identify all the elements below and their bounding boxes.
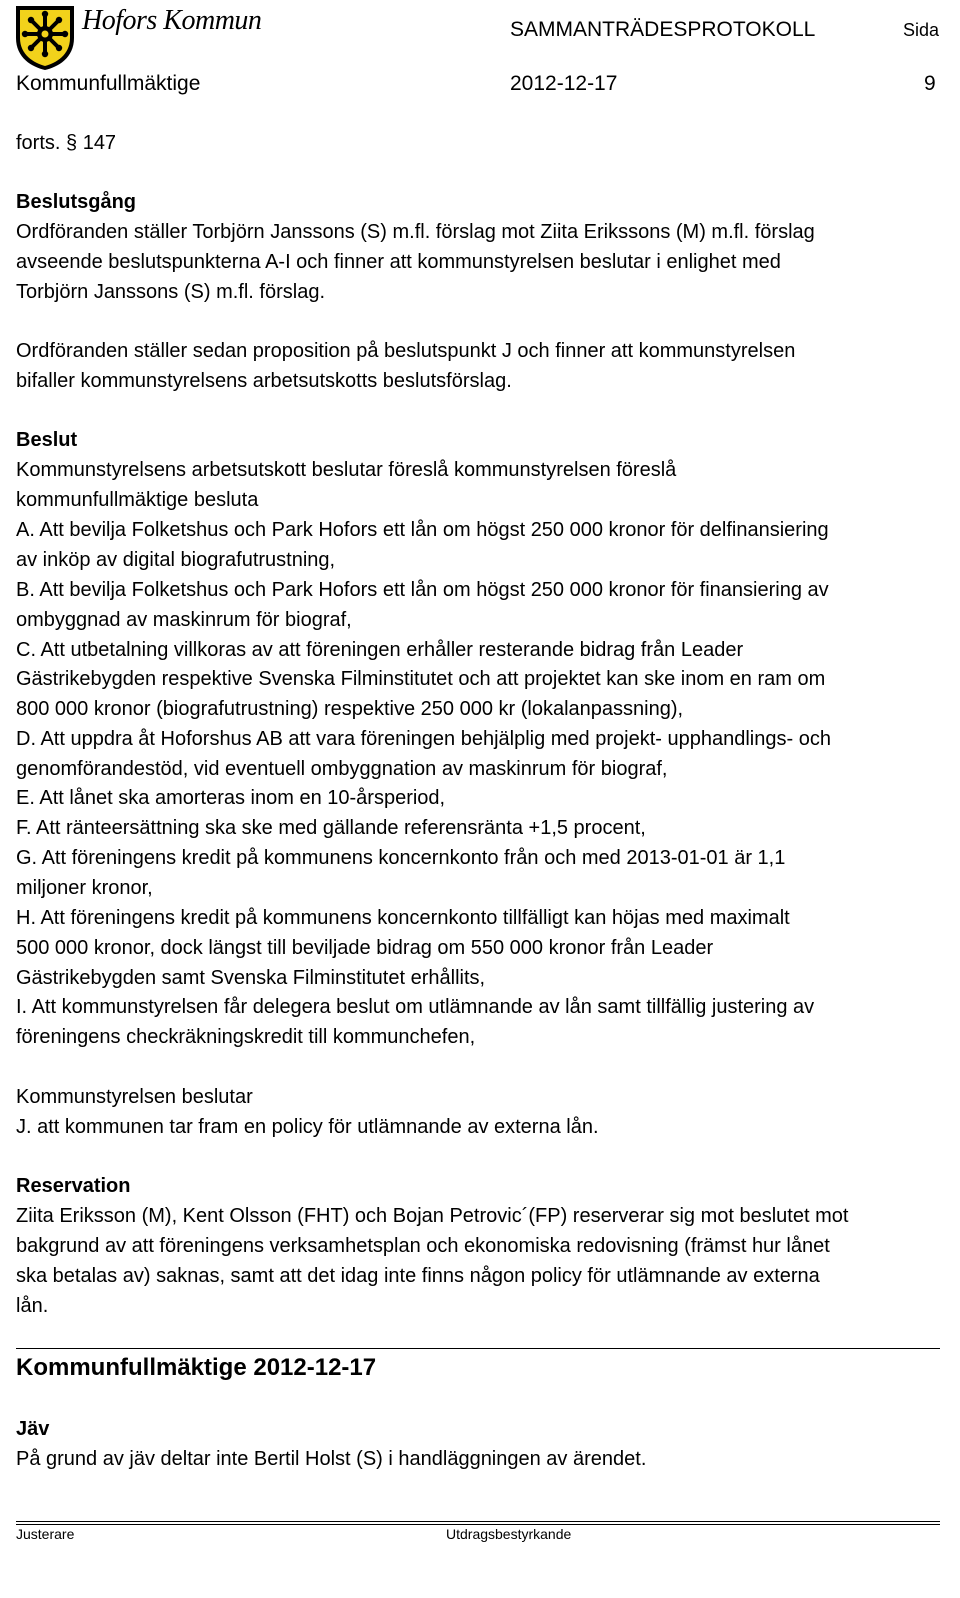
ks-beslutar-line: J. att kommunen tar fram en policy för utlämnande av externa lån. <box>16 1116 599 1138</box>
beslut-line: Gästrikebygden samt Svenska Filminstitutet erhållits, <box>16 967 486 989</box>
jav-heading: Jäv <box>16 1418 50 1440</box>
justerare-label: Justerare <box>16 1526 75 1542</box>
doc-type: SAMMANTRÄDESPROTOKOLL <box>510 18 816 41</box>
kf-section-heading: Kommunfullmäktige 2012-12-17 <box>16 1354 377 1381</box>
hofors-coat-of-arms-logo <box>14 4 76 72</box>
reservation-line: ska betalas av) saknas, samt att det idag inte finns någon policy för utlämnande av externa <box>16 1265 820 1287</box>
beslut-line: 500 000 kronor, dock längst till beviljade bidrag om 550 000 kronor från Leader <box>16 937 714 959</box>
beslut-line: A. Att bevilja Folketshus och Park Hofors ett lån om högst 250 000 kronor för delfinansiering <box>16 519 829 541</box>
beslut-line: F. Att ränteersättning ska ske med gällande referensränta +1,5 procent, <box>16 817 646 839</box>
beslut-line: 800 000 kronor (biografutrustning) respektive 250 000 kr (lokalanpassning), <box>16 698 684 720</box>
utdragsbestyrkande-label: Utdragsbestyrkande <box>446 1526 572 1542</box>
beslut-line: B. Att bevilja Folketshus och Park Hofors ett lån om högst 250 000 kronor för finansiering av <box>16 579 829 601</box>
beslut-line: genomförandestöd, vid eventuell ombyggnation av maskinrum för biograf, <box>16 758 668 780</box>
reservation-line: Ziita Eriksson (M), Kent Olsson (FHT) och Bojan Petrovic´(FP) reserverar sig mot beslutet mot <box>16 1205 849 1227</box>
proposition-line: bifaller kommunstyrelsens arbetsutskotts beslutsförslag. <box>16 370 512 392</box>
footer-rule <box>16 1521 940 1522</box>
reservation-line: lån. <box>16 1295 49 1317</box>
page-label: Sida <box>903 20 940 40</box>
page-number: 9 <box>924 72 936 95</box>
beslut-line: E. Att lånet ska amorteras inom en 10-årsperiod, <box>16 787 446 809</box>
beslutsgang-line: Ordföranden ställer Torbjörn Janssons (S) m.fl. förslag mot Ziita Erikssons (M) m.fl. förslag <box>16 221 815 243</box>
org-name-wordmark: Hofors Kommun <box>82 5 262 36</box>
beslut-line: av inköp av digital biografutrustning, <box>16 549 336 571</box>
ks-beslutar-line: Kommunstyrelsen beslutar <box>16 1086 253 1108</box>
meeting-body: Kommunfullmäktige <box>16 72 201 95</box>
footer-rule <box>16 1524 940 1525</box>
beslut-line: H. Att föreningens kredit på kommunens koncernkonto tillfälligt kan höjas med maximalt <box>16 907 790 929</box>
continuation-ref: forts. § 147 <box>16 132 117 154</box>
beslut-heading: Beslut <box>16 429 78 451</box>
beslut-line: Gästrikebygden respektive Svenska Filminstitutet och att projektet kan ske inom en ram om <box>16 668 826 690</box>
section-divider <box>16 1348 940 1349</box>
proposition-line: Ordföranden ställer sedan proposition på beslutspunkt J och finner att kommunstyrelsen <box>16 340 796 362</box>
beslut-line: kommunfullmäktige besluta <box>16 489 259 511</box>
reservation-line: bakgrund av att föreningens verksamhetsplan och ekonomiska redovisning (främst hur lånet <box>16 1235 830 1257</box>
meeting-date: 2012-12-17 <box>510 72 618 95</box>
beslut-line: I. Att kommunstyrelsen får delegera beslut om utlämnande av lån samt tillfällig justering av <box>16 996 815 1018</box>
jav-line: På grund av jäv deltar inte Bertil Holst (S) i handläggningen av ärendet. <box>16 1448 647 1470</box>
reservation-heading: Reservation <box>16 1175 131 1197</box>
beslut-line: C. Att utbetalning villkoras av att föreningen erhåller resterande bidrag från Leader <box>16 639 744 661</box>
beslutsgang-line: avseende beslutspunkterna A-I och finner att kommunstyrelsen beslutar i enlighet med <box>16 251 781 273</box>
beslut-line: miljoner kronor, <box>16 877 153 899</box>
beslutsgang-line: Torbjörn Janssons (S) m.fl. förslag. <box>16 281 325 303</box>
beslutsgang-heading: Beslutsgång <box>16 191 137 213</box>
beslut-line: D. Att uppdra åt Hoforshus AB att vara föreningen behjälplig med projekt- upphandlings- och <box>16 728 831 750</box>
beslut-line: föreningens checkräkningskredit till kommunchefen, <box>16 1026 476 1048</box>
beslut-line: G. Att föreningens kredit på kommunens koncernkonto från och med 2013-01-01 är 1,1 <box>16 847 786 869</box>
beslut-line: ombyggnad av maskinrum för biograf, <box>16 609 352 631</box>
beslut-line: Kommunstyrelsens arbetsutskott beslutar föreslå kommunstyrelsen föreslå <box>16 459 677 481</box>
